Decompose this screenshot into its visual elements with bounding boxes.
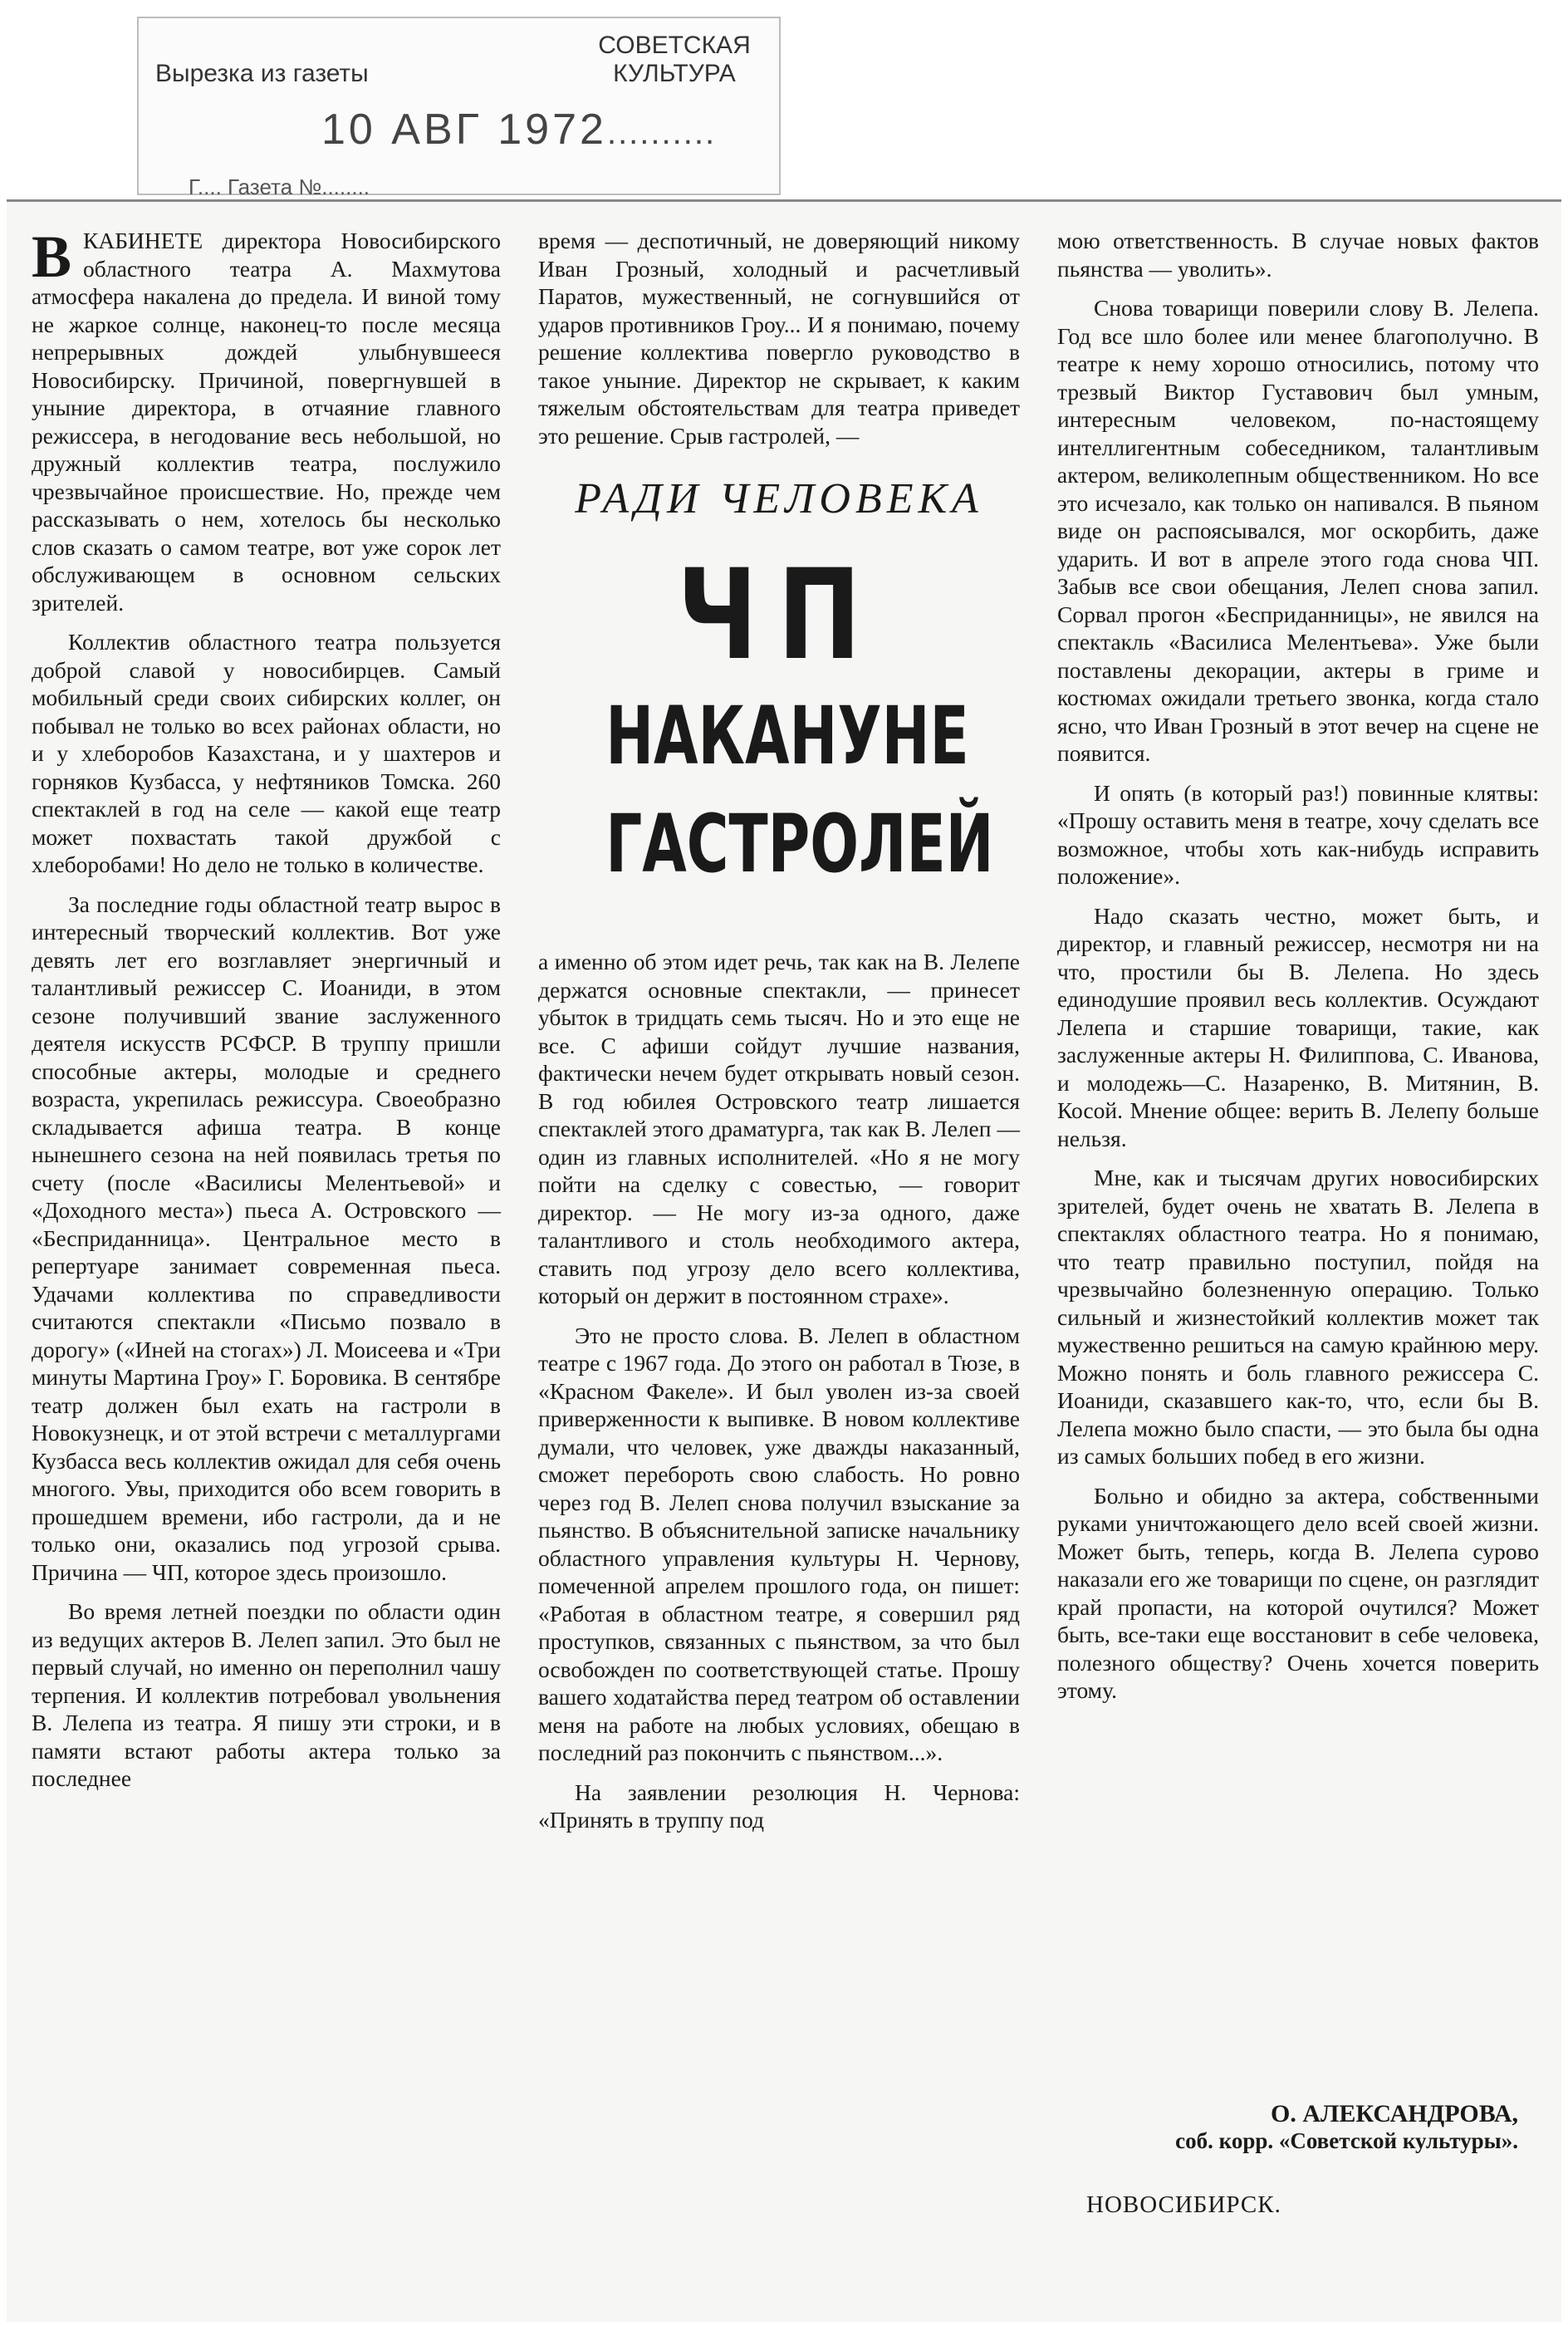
author-name: О. АЛЕКСАНДРОВА,	[1271, 2100, 1518, 2127]
author-role: соб. корр. «Советской культуры».	[1175, 2128, 1518, 2153]
clipping-label	[137, 17, 781, 199]
label-bottom-line: Г.... Газета №........	[189, 174, 370, 199]
paragraph: На заявлении резолюция Н. Чернова: «Принять в труппу под	[538, 1779, 1020, 1833]
label-paper-line2: КУЛЬТУРА	[613, 60, 736, 87]
paragraph-text: КАБИНЕТЕ директора Новосибирского областного театра А. Махмутова атмосфера накалена до предела. И виной тому не жаркое солнце, наконец-то после месяца непрерывных дождей улыбнувшееся Новосибирску. Причиной, повергнувшей в уныние директора, в отчаяние главного режиссера, в негодование весь небольшой, но дружный коллектив театра, послужило чрезвычайное происшествие. Но, прежде чем рассказывать о нем, хотелось бы несколько слов сказать о самом театре, вот уже сорок лет обслуживающем в основном сельских зрителей.	[32, 228, 501, 616]
headline-line-3: ГАСТРОЛЕЙ	[605, 797, 994, 891]
drop-cap: В	[32, 223, 72, 290]
paragraph: время — деспотичный, не доверяющий никому Иван Грозный, холодный и расчетливый Паратов, мужественный, не согнувшийся от ударов противников Гроу... И я понимаю, почему решение коллектива повергло руководство в такое уныние. Директор не скрывает, к каким тяжелым обстоятельствам для театра приведет это решение. Срыв гастролей, —	[538, 228, 1020, 449]
paragraph: За последние годы областной театр вырос в интересный творческий коллектив. Вот уже девять лет его возглавляет энергичный и талантливый режиссер С. Иоаниди, в этом сезоне получивший звание заслуженного деятеля искусств РСФСР. В труппу пришли способные актеры, молодые и среднего возраста, укрепилась режиссура. Своеобразно складывается афиша театра. В конце нынешнего сезона на ней появилась третья по счету (после «Василисы Мелентьевой» и «Доходного места») пьеса А. Островского — «Бесприданница». Центральное место в репертуаре занимает современная пьеса. Удачами коллектива по справедливости считаются спектакли «Письмо позвало в дорогу» («Иней на стогах») Л. Моисеева и «Три минуты Мартина Гроу» Г. Боровика. В сентябре театр должен был ехать на гастроли в Новокузнецк, и от этой встречи с металлургами Кузбасса весь коллектив ожидал для себя очень многого. Увы, приходится обо всем говорить в прошедшем времени, ибо гастроли, да и не только они, оказались под угрозой срыва. Причина — ЧП, которое здесь произошло.	[32, 891, 501, 1585]
paragraph: мою ответственность. В случае новых фактов пьянства — уволить».	[1057, 228, 1539, 282]
label-title: Вырезка из газеты	[155, 60, 369, 87]
label-newspaper-name	[575, 32, 774, 88]
paragraph: а именно об этом идет речь, так как на В. Лелепе держатся основные спектакли, — принесет убыток в тридцать семь тысяч. Но и это еще не все. С афиши сойдут лучшие названия, фактически нечем будет открывать новый сезон. В год юбилея Островского театр лишается спектаклей этого драматурга, так как В. Лелеп — один из главных исполнителей. «Но я не могу пойти на сделку с совестью, — говорит директор. — Не могу из-за одного, даже талантливого и столь необходимого актера, ставить под угрозу дело всего коллектива, который он держит в постоянном страхе».	[538, 949, 1020, 1308]
label-paper-line1: СОВЕТСКАЯ	[598, 32, 751, 59]
article-column-1	[32, 223, 501, 1793]
paragraph	[32, 223, 501, 616]
author-signature	[1086, 2100, 1518, 2155]
paragraph: Это не просто слова. В. Лелеп в областном театре с 1967 года. До этого он работал в Тюзе, в «Красном Факеле». И был уволен из-за своей приверженности к выпивке. В новом коллективе думали, что человек, уже дважды наказанный, сможет перебороть свою слабость. Но ровно через год В. Лелеп снова получил взыскание за пьянство. В объяснительной записке начальнику областного управления культуры Н. Чернову, помеченной апрелем прошлого года, он пишет: «Работая в областном театре, я совершил ряд проступков, связанных с пьянством, за что был освобожден по соответствующей статье. Прошу вашего ходатайства перед театром об оставлении меня на работе на любых условиях, обещаю в последний раз покончить с пьянством...».	[538, 1322, 1020, 1765]
date-stamp	[321, 105, 716, 155]
article-column-2	[538, 227, 1020, 1834]
paragraph: Снова товарищи поверили слову В. Лелепа. Год все шло более или менее благополучно. В театре к нему хорошо относились, потому что трезвый Виктор Густавович был умным, интересным человеком, по-настоящему интеллигентным собеседником, талантливым актером, великолепным общественником. Но все это исчезало, как только он напивался. В пьяном виде он распоясывался, мог оскорбить, даже ударить. И вот в апреле этого года снова ЧП. Забыв все свои обещания, Лелеп снова запил. Сорвал прогон «Бесприданницы», не явился на спектакль «Василиса Мелентьева». Уже были поставлены декорации, актеры в гриме и костюмах ожидали третьего звонка, когда стало ясно, что Иван Грозный в этот вечер на сцене не появится.	[1057, 295, 1539, 766]
paragraph: Больно и обидно за актера, собственными руками уничтожающего дело всей своей жизни. Может быть, теперь, когда В. Лелепа сурово наказали его же товарищи по сцене, он разглядит край пропасти, на которой очутился? Может быть, все-таки еще восстановит в себе человека, полезного обществу? Очень хочется поверить этому.	[1057, 1482, 1539, 1703]
headline-line-1: ЧП	[677, 543, 881, 688]
paragraph: Надо сказать честно, может быть, и директор, и главный режиссер, несмотря ни на что, простили бы В. Лелепа. Но здесь единодушие проявил весь коллектив. Осуждают Лелепа и старшие товарищи, такие, как заслуженные актеры Н. Филиппова, С. Иванова, и молодежь—С. Назаренко, В. Митянин, В. Косой. Мнение общее: верить В. Лелепу больше нельзя.	[1057, 902, 1539, 1151]
date-dots: ..........	[606, 115, 717, 151]
article-column-3	[1057, 227, 1539, 1705]
column-2-continuation	[538, 948, 1020, 1834]
dateline-city: НОВОСИБИРСК.	[1086, 2191, 1281, 2218]
rubric-kicker: РАДИ ЧЕЛОВЕКА	[575, 475, 983, 523]
paragraph: Во время летней поездки по области один из ведущих актеров В. Лелеп запил. Это был не первый случай, но именно он переполнил чашу терпения. И коллектив потребовал увольнения В. Лелепа из театра. Я пишу эти строки, и в памяти встают работы актера только за последнее	[32, 1598, 501, 1791]
headline-block	[538, 474, 1020, 898]
article-clipping	[7, 199, 1561, 2322]
paragraph: Коллектив областного театра пользуется доброй славой у новосибирцев. Самый мобильный среди своих сибирских коллег, он побывал не только во всех районах области, но и у хлеборобов Казахстана, и у шахтеров и горняков Кузбасса, у нефтяников Томска. 260 спектаклей в год на селе — какой еще театр может похвастать такой дружбой с хлеборобами! Но дело не только в количестве.	[32, 629, 501, 877]
date-stamp-value: 10 АВГ 1972	[321, 106, 607, 154]
paragraph: Мне, как и тысячам других новосибирских зрителей, будет очень не хватать В. Лелепа в спектаклях областного театра. Но я понимаю, что театр правильно поступил, пойдя на чрезвычайно болезненную операцию. Только сильный и жизнестойкий коллектив может так мужественно решиться на самую крайнюю меру. Можно понять и боль главного режиссера С. Иоаниди, сказавшего как-то, что, если бы В. Лелепа можно было спасти, — это была бы одна из самых больших побед в его жизни.	[1057, 1165, 1539, 1469]
paragraph: И опять (в который раз!) повинные клятвы: «Прошу оставить меня в театре, хочу сделать все возможное, чтобы хоть как-нибудь исправить положение».	[1057, 779, 1539, 889]
headline-line-2: НАКАНУНЕ	[605, 689, 969, 783]
